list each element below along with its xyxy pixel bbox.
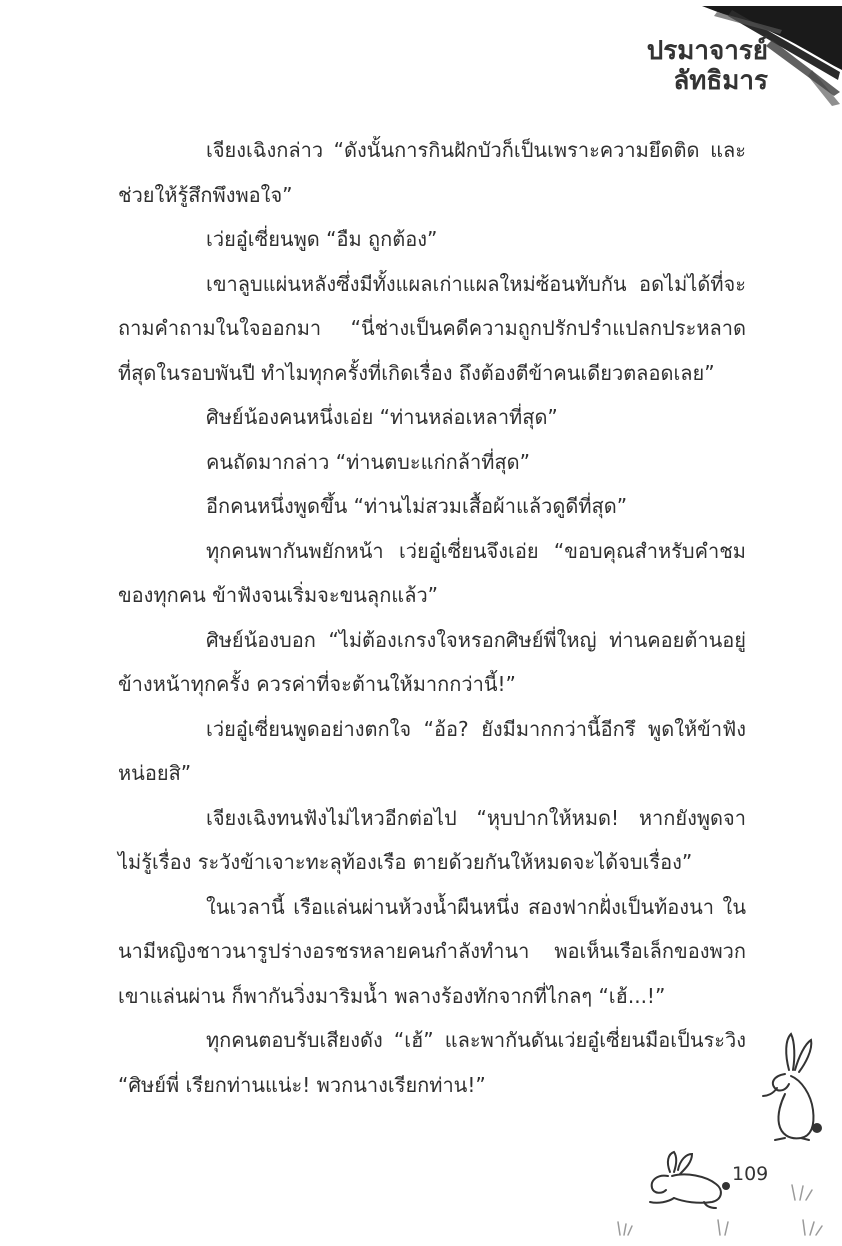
paragraph: ทุกคนพากันพยักหน้า เว่ยอู๋เซี่ยนจึงเอ่ย “ขอบคุณสำหรับคำชมของทุกคน ข้าฟังจนเริ่มจะขนลุกแล้ว” [118, 538, 746, 607]
paragraph: ในเวลานี้ เรือแล่นผ่านห้วงน้ำผืนหนึ่ง สองฟากฝั่งเป็นท้องนา ในนามีหญิงชาวนารูปร่างอรชรหลายคนกำลังทำนา พอเห็นเรือเล็กของพวกเขาแล่นผ่าน ก็พากันวิ่งมาริมน้ำ พลางร้องทักจากที่ไกลๆ “เฮ้...!” [118, 894, 746, 1008]
paragraph: เขาลูบแผ่นหลังซึ่งมีทั้งแผลเก่าแผลใหม่ซ้อนทับกัน อดไม่ได้ที่จะถามคำถามในใจออกมา “นี่ช่างเป็นคดีความถูกปรักปรำแปลกประหลาดที่สุดในรอบพันปี ทำไมทุกครั้งที่เกิดเรื่อง ถึงต้องตีข้าคนเดียวตลอดเลย” [118, 271, 746, 385]
page-number: 109 [732, 1163, 769, 1185]
paragraph: เจียงเฉิงทนฟังไม่ไหวอีกต่อไป “หุบปากให้หมด! หากยังพูดจาไม่รู้เรื่อง ระวังข้าเจาะทะลุท้องเรือ ตายด้วยกันให้หมดจะได้จบเรื่อง” [118, 805, 746, 874]
paragraph: ทุกคนตอบรับเสียงดัง “เฮ้” และพากันดันเว่ยอู๋เซี่ยนมือเป็นระวิง “ศิษย์พี่ เรียกท่านแน่ะ! พวกนางเรียกท่าน!” [118, 1028, 746, 1097]
book-title-line1: ปรมาจารย์ [646, 36, 768, 66]
paragraph: ศิษย์น้องคนหนึ่งเอ่ย “ท่านหล่อเหลาที่สุด” [206, 405, 558, 429]
running-rabbit-icon [640, 1150, 735, 1210]
paragraph: อีกคนหนึ่งพูดขึ้น “ท่านไม่สวมเสื้อผ้าแล้วดูดีที่สุด” [206, 494, 628, 518]
book-title [647, 36, 768, 96]
sitting-rabbit-icon [755, 1030, 830, 1150]
paragraph: เว่ยอู๋เซี่ยนพูด “อืม ถูกต้อง” [206, 227, 438, 251]
paragraph: เจียงเฉิงกล่าว “ดังนั้นการกินฝักบัวก็เป็นเพราะความยึดติด และช่วยให้รู้สึกพึงพอใจ” [118, 138, 746, 207]
body-text [118, 128, 746, 1107]
paragraph: ศิษย์น้องบอก “ไม่ต้องเกรงใจหรอกศิษย์พี่ใหญ่ ท่านคอยต้านอยู่ข้างหน้าทุกครั้ง ควรค่าที่จะต้านให้มากกว่านี้!” [118, 627, 746, 696]
paragraph: เว่ยอู๋เซี่ยนพูดอย่างตกใจ “อ้อ? ยังมีมากกว่านี้อีกรึ พูดให้ข้าฟังหน่อยสิ” [118, 716, 746, 785]
paragraph: คนถัดมากล่าว “ท่านตบะแก่กล้าที่สุด” [206, 449, 530, 474]
book-title-line2: ลัทธิมาร [673, 66, 768, 96]
